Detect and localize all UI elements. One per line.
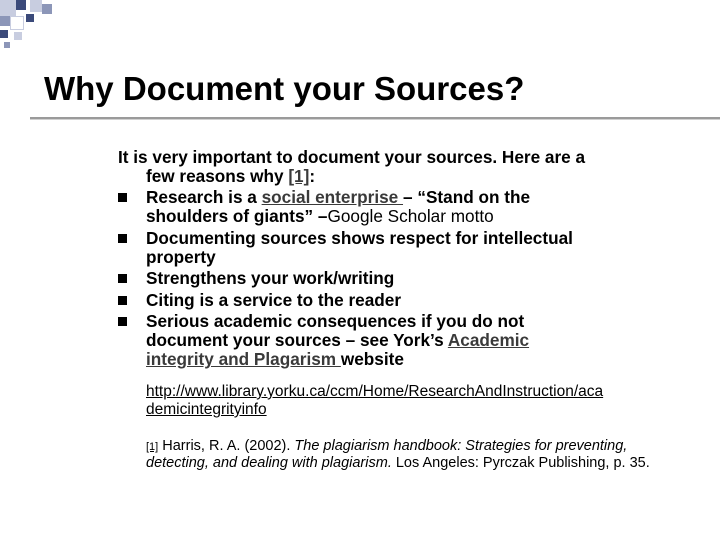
bullet-text-normal: Google Scholar motto xyxy=(327,206,494,226)
bullet-text: – “Stand on the xyxy=(403,187,531,207)
slide-title: Why Document your Sources? xyxy=(44,70,525,107)
deco-square xyxy=(14,32,22,40)
academic-integrity-link-cont[interactable]: integrity and Plagarism xyxy=(146,349,341,370)
intro-line-2 xyxy=(118,167,693,186)
slide-body xyxy=(118,148,693,372)
intro-line-1: It is very important to document your sources. Here are a xyxy=(118,147,586,167)
bullet-text: Research is a xyxy=(146,187,262,207)
integrity-url xyxy=(146,383,691,419)
square-bullet-icon xyxy=(118,193,127,202)
bullet-text: Documenting sources shows respect for intellectual xyxy=(146,227,573,248)
bullet-item xyxy=(118,291,693,310)
bullet-item xyxy=(118,188,693,226)
academic-integrity-link[interactable]: Academic xyxy=(447,330,530,351)
intro-line-2-text: few reasons why xyxy=(146,166,289,186)
bullet-item xyxy=(118,312,693,369)
intro-paragraph xyxy=(118,148,693,186)
bullet-text: document your sources – see York’s xyxy=(146,330,448,351)
social-enterprise-link[interactable]: social enterprise xyxy=(261,187,404,207)
deco-square xyxy=(16,0,26,10)
bullet-item xyxy=(118,269,693,288)
url-line-2: demicintegrityinfo xyxy=(146,401,267,418)
square-bullet-icon xyxy=(118,274,127,283)
deco-square xyxy=(10,16,24,30)
bullet-text: website xyxy=(340,349,404,370)
citation-publisher: Los Angeles: Pyrczak Publishing, p. 35. xyxy=(391,455,650,471)
bullet-text: Citing is a service to the reader xyxy=(146,289,402,310)
integrity-url-link[interactable] xyxy=(146,383,603,418)
deco-square xyxy=(30,0,42,12)
deco-square xyxy=(0,30,8,38)
citation-ref-link[interactable]: [1] xyxy=(146,441,159,453)
citation-author: Harris, R. A. (2002). xyxy=(158,438,295,454)
deco-square xyxy=(26,14,34,22)
deco-square xyxy=(4,42,10,48)
bullet-text: Serious academic consequences if you do not xyxy=(146,311,525,332)
citation-title: The plagiarism handbook: Strategies for preventing, detecting, and dealing with plagiarism. xyxy=(146,438,628,471)
square-bullet-icon xyxy=(118,296,127,305)
bullet-text: Strengthens your work/writing xyxy=(146,268,395,289)
title-divider-shadow xyxy=(30,119,720,120)
square-bullet-icon xyxy=(118,234,127,243)
bullet-text: shoulders of giants” – xyxy=(146,206,328,226)
deco-square xyxy=(42,4,52,14)
url-line-1: http://www.library.yorku.ca/ccm/Home/ResearchAndInstruction/aca xyxy=(146,383,604,400)
footnote-ref-link[interactable]: [1] xyxy=(288,166,310,186)
square-bullet-icon xyxy=(118,317,127,326)
intro-colon: : xyxy=(309,166,316,186)
deco-square xyxy=(0,16,10,26)
bullet-item xyxy=(118,229,693,267)
footnote-citation xyxy=(146,438,691,471)
bullet-text: property xyxy=(146,246,216,267)
deco-square xyxy=(0,0,16,16)
